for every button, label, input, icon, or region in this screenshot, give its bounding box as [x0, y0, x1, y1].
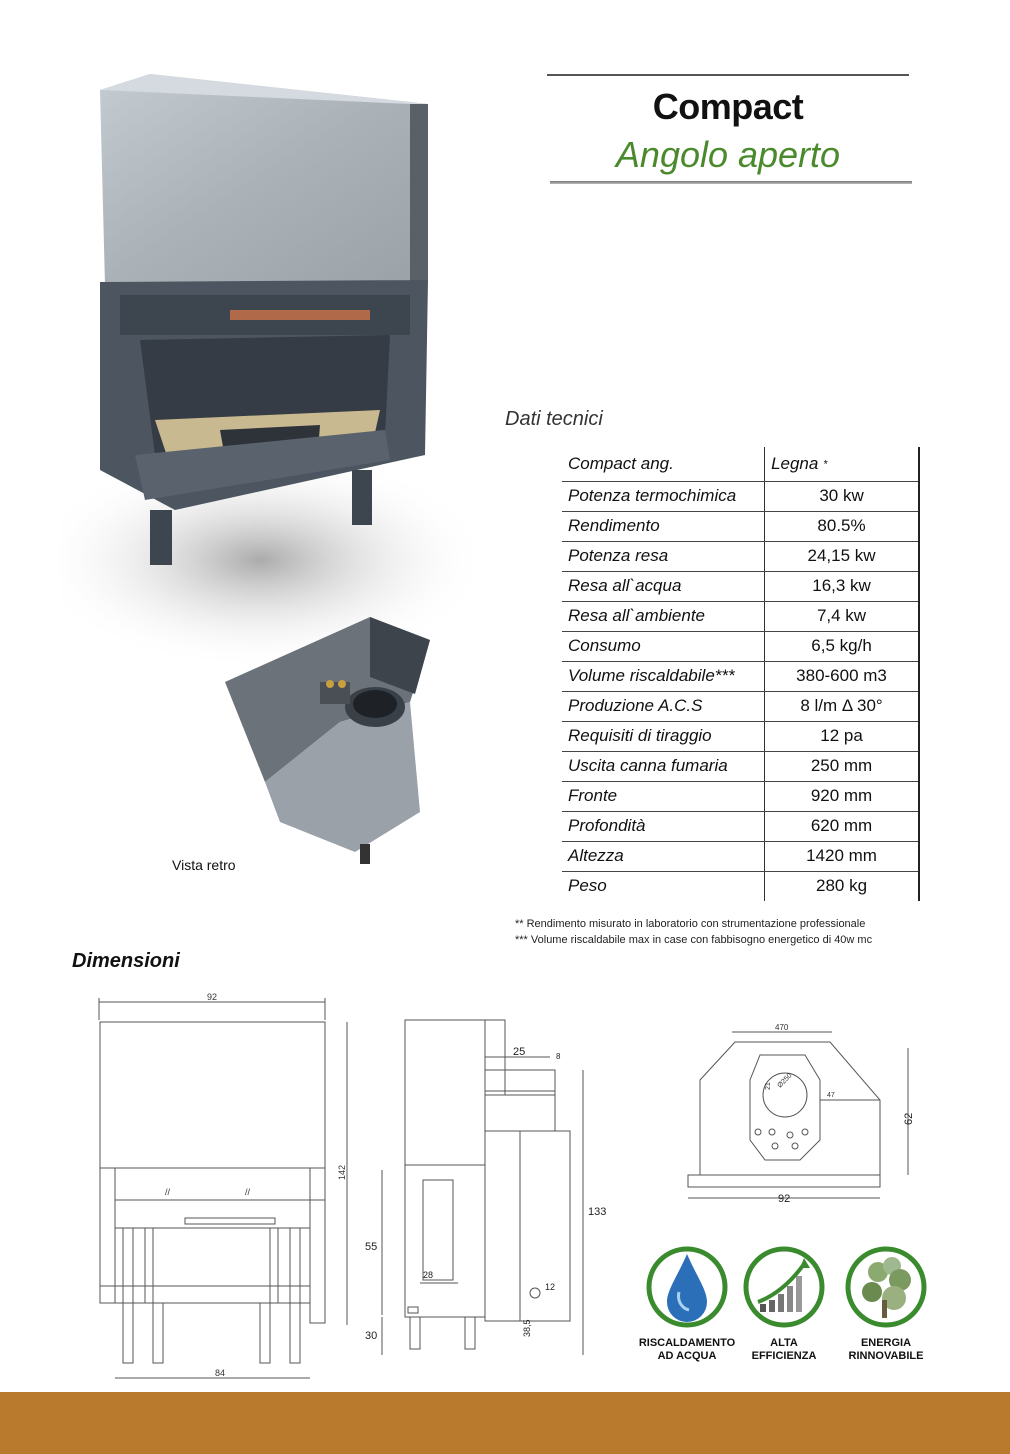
specs-row-label: Potenza termochimica — [562, 481, 765, 511]
specs-row-value: 12 pa — [765, 721, 919, 751]
badge-renewable-energy-line1: ENERGIA — [860, 1337, 912, 1349]
specs-row-value: 1420 mm — [765, 841, 919, 871]
specs-row-value: 80.5% — [765, 511, 919, 541]
badge-renewable-energy — [836, 1242, 936, 1362]
fireplace-front-photo — [60, 60, 490, 680]
specs-row-label: Altezza — [562, 841, 765, 871]
side-h30-label: 30 — [365, 1330, 378, 1342]
top-d92-label: 92 — [778, 1193, 791, 1205]
specs-row-value: 920 mm — [765, 781, 919, 811]
top-d470-label: 470 — [775, 1023, 789, 1032]
badge-renewable-energy-label — [836, 1337, 936, 1363]
side-d25-label: 25 — [513, 1046, 526, 1058]
badge-high-efficiency-line2: EFFICIENZA — [751, 1350, 817, 1362]
specs-row — [562, 721, 919, 751]
fuel-type: Legna — [771, 453, 819, 473]
specs-row-value: 16,3 kw — [765, 571, 919, 601]
specs-row-label: Profondità — [562, 811, 765, 841]
side-h38-label: 38,5 — [522, 1319, 532, 1337]
renewable-energy-icon — [836, 1242, 936, 1332]
fireplace-rear-photo — [220, 612, 435, 872]
spec-note-1: ** Rendimento misurato in laboratorio con strumentazione professionale — [515, 918, 866, 930]
specs-header-row — [562, 447, 919, 481]
specs-row — [562, 781, 919, 811]
side-view-drawing — [360, 1015, 620, 1375]
specs-row — [562, 571, 919, 601]
specs-row — [562, 841, 919, 871]
specs-row-label: Uscita canna fumaria — [562, 751, 765, 781]
product-subtitle: Angolo aperto — [615, 134, 841, 175]
top-d47-label: 47 — [827, 1092, 835, 1099]
front-width-bottom-label: 84 — [215, 1368, 226, 1378]
efficiency-chart-icon — [734, 1242, 834, 1332]
specs-row-label: Produzione A.C.S — [562, 691, 765, 721]
spec-note-2: *** Volume riscaldabile max in case con fabbisogno energetico di 40w mc — [515, 934, 873, 946]
specs-row-value: 6,5 kg/h — [765, 631, 919, 661]
badge-water-heating-line2: AD ACQUA — [657, 1350, 717, 1362]
specs-row-label: Consumo — [562, 631, 765, 661]
badge-high-efficiency — [734, 1242, 834, 1362]
specs-row — [562, 751, 919, 781]
badge-water-heating-line1: RISCALDAMENTO — [638, 1337, 736, 1349]
svg-text://: // — [165, 1187, 171, 1197]
specs-row — [562, 541, 919, 571]
specs-row-label: Volume riscaldabile*** — [562, 661, 765, 691]
specs-row-value: 380-600 m3 — [765, 661, 919, 691]
specs-row — [562, 511, 919, 541]
specs-row — [562, 661, 919, 691]
top-d21-label: 21 — [765, 1082, 772, 1090]
footer-bar — [0, 1392, 1010, 1454]
front-height-label: 142 — [337, 1164, 347, 1180]
side-h133-label: 133 — [588, 1206, 607, 1218]
side-d8-label: 8 — [556, 1052, 561, 1061]
water-drop-icon — [637, 1242, 737, 1332]
specs-header-label: Compact ang. — [562, 447, 765, 481]
rear-view-caption: Vista retro — [172, 857, 236, 873]
top-view-drawing — [680, 1020, 920, 1210]
side-d28-label: 28 — [423, 1270, 434, 1280]
badge-water-heating — [637, 1242, 737, 1362]
front-width-top-label: 92 — [207, 992, 218, 1002]
specs-row-value: 24,15 kw — [765, 541, 919, 571]
specs-row-value: 620 mm — [765, 811, 919, 841]
badge-renewable-energy-line2: RINNOVABILE — [848, 1350, 924, 1362]
badge-high-efficiency-label — [734, 1337, 834, 1363]
svg-text://: // — [245, 1187, 251, 1197]
specs-row — [562, 871, 919, 901]
dimensions-section-title: Dimensioni — [72, 950, 180, 972]
specs-row-value: 7,4 kw — [765, 601, 919, 631]
fuel-type-mark: * — [823, 458, 828, 471]
specs-section-title: Dati tecnici — [505, 408, 603, 430]
specs-row-value: 280 kg — [765, 871, 919, 901]
badge-water-heating-label — [637, 1337, 737, 1363]
specs-row — [562, 691, 919, 721]
title-bottom-rule — [550, 181, 912, 184]
specs-row — [562, 481, 919, 511]
specs-header-value — [765, 447, 919, 481]
top-d62-label: 62 — [903, 1112, 915, 1125]
specs-row-value: 8 l/m Δ 30° — [765, 691, 919, 721]
side-h55-label: 55 — [365, 1241, 378, 1253]
specs-table — [562, 447, 920, 901]
specs-row-label: Potenza resa — [562, 541, 765, 571]
specs-row-label: Rendimento — [562, 511, 765, 541]
specs-row-value: 250 mm — [765, 751, 919, 781]
side-d12-label: 12 — [545, 1282, 556, 1292]
top-d250-label: Ø250 — [776, 1072, 794, 1090]
specs-row-label: Requisiti di tiraggio — [562, 721, 765, 751]
specs-row-label: Resa all`ambiente — [562, 601, 765, 631]
product-title: Compact — [652, 86, 804, 127]
specs-row — [562, 601, 919, 631]
specs-row-label: Fronte — [562, 781, 765, 811]
title-top-rule — [547, 74, 909, 76]
badge-high-efficiency-line1: ALTA — [770, 1337, 798, 1349]
specs-row — [562, 811, 919, 841]
specs-row-label: Peso — [568, 876, 607, 896]
front-view-drawing — [85, 990, 365, 1385]
specs-row-label: Resa all`acqua — [562, 571, 765, 601]
specs-row — [562, 631, 919, 661]
specs-row-value: 30 kw — [765, 481, 919, 511]
